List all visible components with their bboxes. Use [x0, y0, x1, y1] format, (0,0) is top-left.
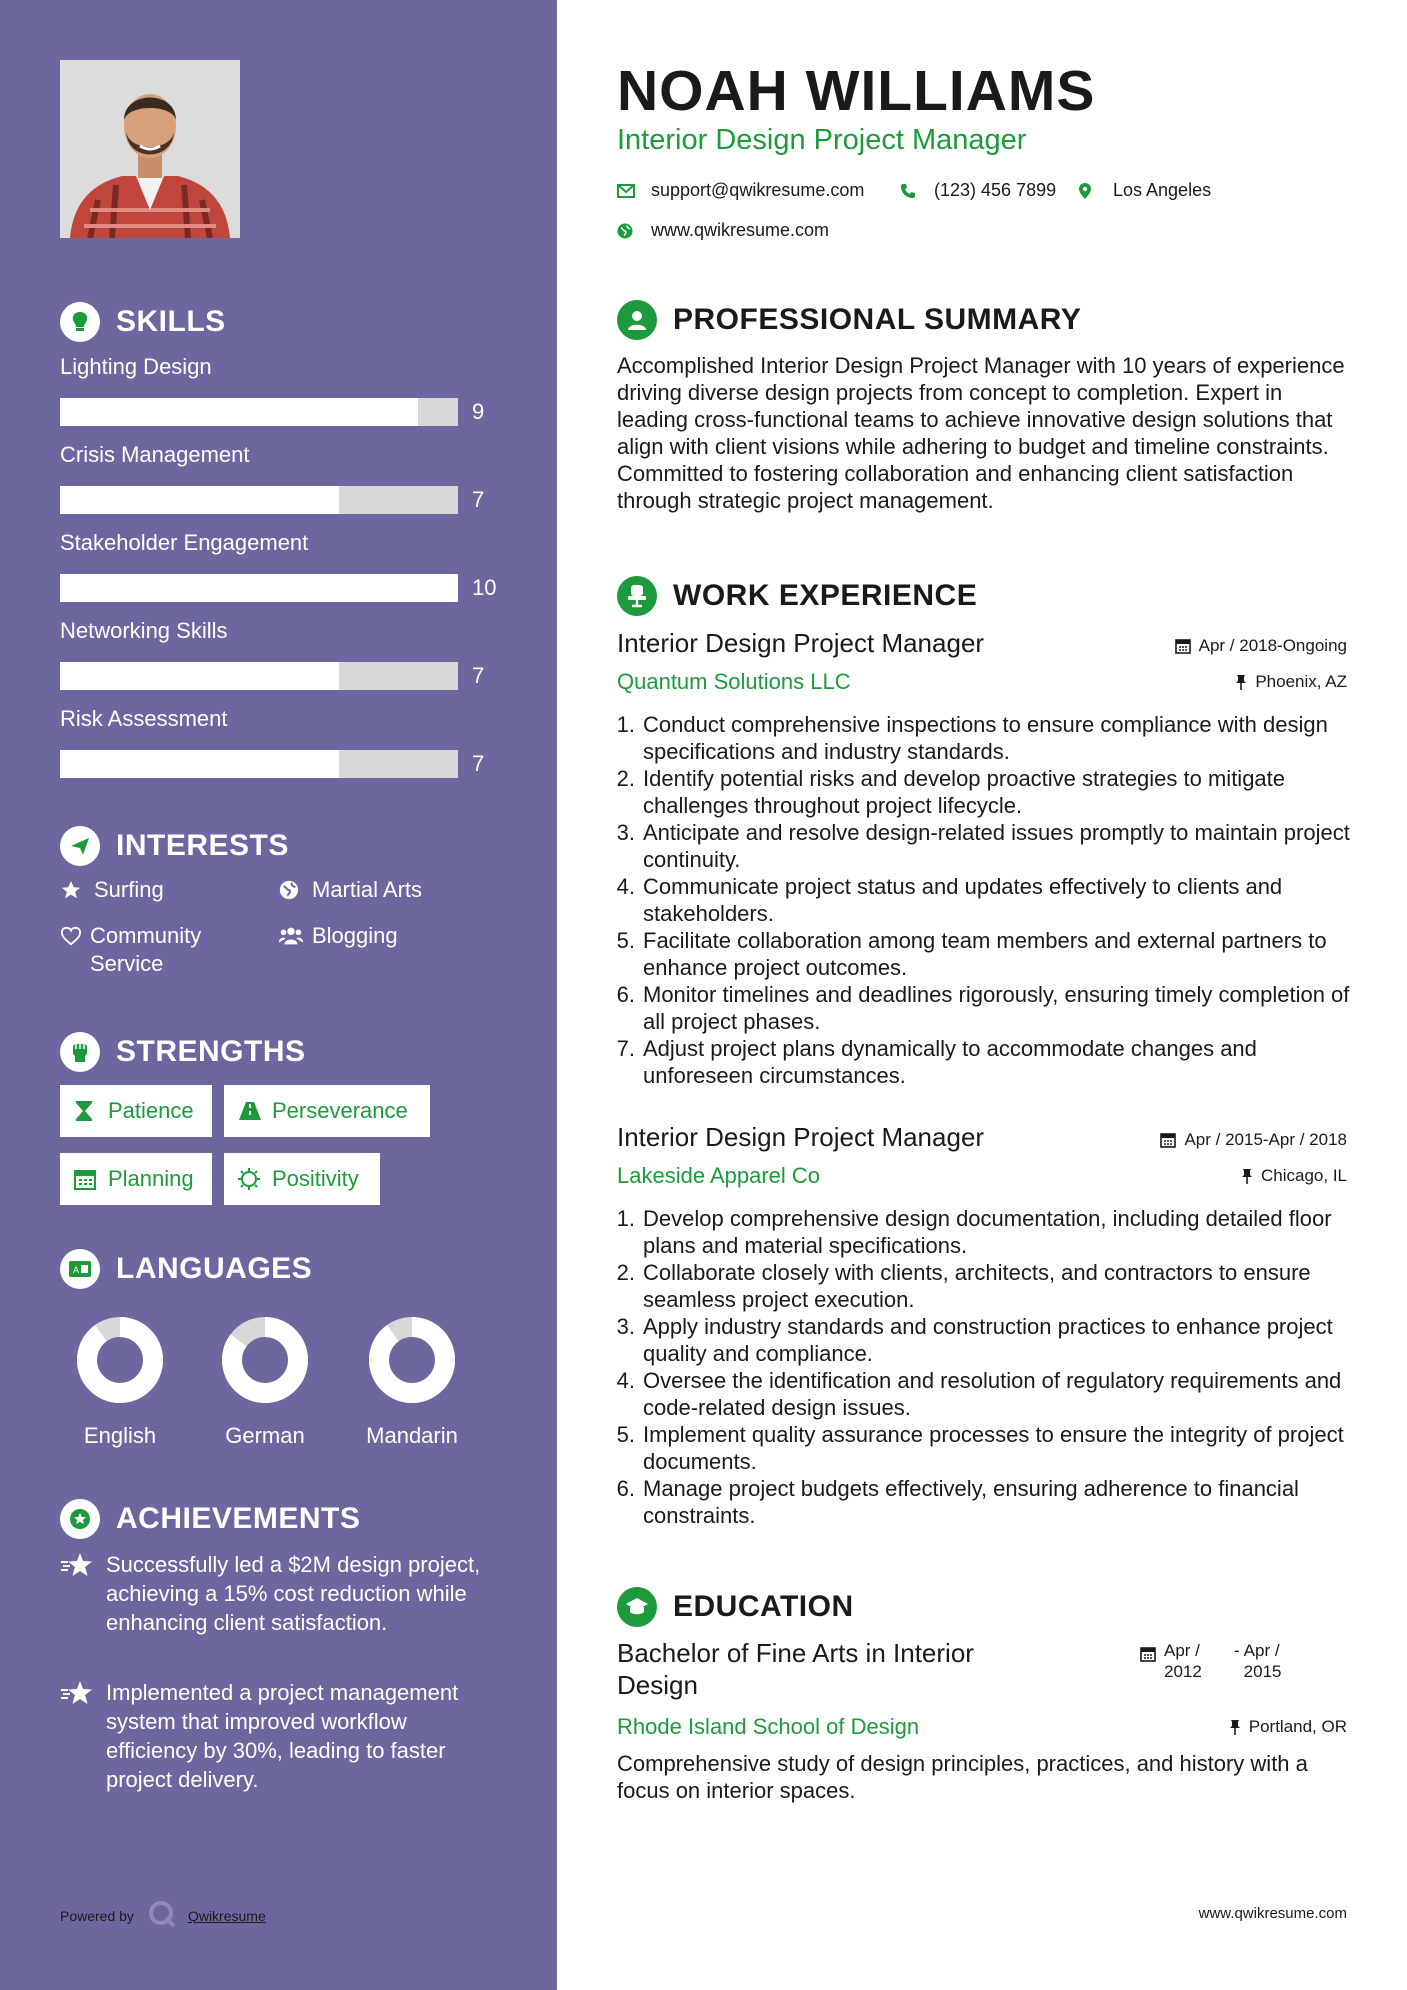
skill-name: Crisis Management: [60, 442, 250, 467]
language-item: [205, 1316, 325, 1449]
language-donut: [221, 1316, 309, 1404]
degree-title: Bachelor of Fine Arts in Interior Design: [617, 1638, 974, 1700]
office-chair-icon: [617, 576, 657, 616]
list-item-text: Facilitate collaboration among team members and external partners to enhance project outcomes.: [643, 928, 1327, 980]
education-description: Comprehensive study of design principles, practices, and history with a focus on interior spaces.: [617, 1751, 1308, 1803]
sidebar: [0, 0, 557, 1990]
skill-name: Lighting Design: [60, 354, 212, 379]
list-item: 4. Communicate project status and updates effectively to clients and stakeholders.: [609, 873, 1369, 927]
list-item: 6. Manage project budgets effectively, ensuring adherence to financial constraints.: [609, 1475, 1369, 1529]
calendar-icon: [1140, 1640, 1156, 1667]
job-title: Interior Design Project Manager: [617, 628, 985, 658]
qwikresume-logo-icon: [148, 1900, 176, 1931]
language-item: [352, 1316, 472, 1449]
skill-name: Risk Assessment: [60, 706, 228, 731]
interest-item: [278, 876, 422, 904]
heart-outline-icon: [60, 922, 82, 950]
skill-value: 7: [472, 751, 485, 776]
website-text[interactable]: www.qwikresume.com: [651, 220, 830, 240]
languages-title: LANGUAGES: [116, 1252, 313, 1285]
fist-icon: [60, 1032, 100, 1072]
skills-heading: [60, 302, 226, 342]
user-icon: [617, 300, 657, 340]
strength-badge: [224, 1085, 430, 1137]
pin-icon: [1241, 1168, 1253, 1184]
main-content: [557, 0, 1407, 1990]
school-name: Rhode Island School of Design: [617, 1714, 920, 1739]
language-item: [60, 1316, 180, 1449]
language-label: German: [225, 1423, 305, 1448]
language-label: English: [83, 1423, 157, 1448]
list-item-text: Implement quality assurance processes to ensure the integrity of project documents.: [643, 1422, 1344, 1474]
strength-badge: [224, 1153, 380, 1205]
job-dates-text: Apr / 2015-Apr / 2018: [1184, 1130, 1347, 1149]
job-dates: [1160, 1130, 1347, 1150]
list-item-text: Monitor timelines and deadlines rigorously, ensuring timely completion of all project phases.: [643, 982, 1350, 1034]
skill-name: Networking Skills: [60, 618, 228, 643]
achievement-text: Implemented a project management system that improved workflow efficiency by 30%, leading to faster project delivery.: [106, 1680, 459, 1792]
list-item-text: Identify potential risks and develop proactive strategies to mitigate challenges throughout project lifecycle.: [643, 766, 1286, 818]
powered-by: [60, 1900, 266, 1931]
skill-value: 10: [472, 575, 497, 600]
skill-item: [60, 616, 500, 688]
skill-bar: [60, 398, 458, 426]
strength-label: Positivity: [272, 1166, 359, 1191]
skill-item: [60, 704, 500, 776]
company-name: Quantum Solutions LLC: [617, 669, 851, 694]
strength-badge: [60, 1153, 212, 1205]
skill-bar: [60, 486, 458, 514]
powered-by-label: Powered by: [60, 1907, 134, 1924]
job-location-text: Chicago, IL: [1261, 1166, 1347, 1185]
list-item: 2. Identify potential risks and develop proactive strategies to mitigate challenges throughout project lifecycle.: [609, 765, 1369, 819]
hourglass-icon: [74, 1098, 100, 1124]
envelope-icon: [617, 184, 639, 198]
skill-bar-fill: [60, 486, 339, 514]
brand-link[interactable]: Qwikresume: [187, 1907, 266, 1924]
skill-bar-fill: [60, 662, 339, 690]
interest-label: Martial Arts: [312, 877, 423, 902]
experience-title: WORK EXPERIENCE: [673, 579, 978, 612]
calendar-icon: [1160, 1132, 1176, 1148]
job-location: [1235, 672, 1347, 692]
contact-email: [617, 180, 864, 201]
achievement-text: Successfully led a $2M design project, achieving a 15% cost reduction while enhancing client satisfaction.: [106, 1552, 481, 1635]
pin-icon: [1229, 1719, 1241, 1735]
skill-name: Stakeholder Engagement: [60, 530, 309, 555]
skill-bar: [60, 750, 458, 778]
achievement-item: [60, 1550, 500, 1637]
skill-item: [60, 528, 500, 600]
language-donut: [76, 1316, 164, 1404]
list-item: 3. Anticipate and resolve design-related issues promptly to maintain project continuity.: [609, 819, 1369, 873]
list-item: 2. Collaborate closely with clients, architects, and contractors to ensure seamless project execution.: [609, 1259, 1369, 1313]
award-star-icon: [60, 1499, 100, 1539]
achievements-title: ACHIEVEMENTS: [116, 1502, 361, 1535]
job-dates: [1175, 636, 1347, 656]
sun-icon: [238, 1166, 264, 1192]
job-responsibilities: [609, 1205, 1369, 1529]
achievement-item: [60, 1678, 500, 1794]
strength-label: Perseverance: [272, 1098, 408, 1123]
contact-location: [1079, 180, 1211, 201]
languages-heading: [60, 1249, 312, 1289]
star-icon: [60, 876, 86, 904]
globe-icon: [617, 223, 639, 239]
education-start: Apr / 2012: [1164, 1641, 1202, 1681]
list-item-text: Collaborate closely with clients, architects, and contractors to ensure seamless project execution.: [643, 1260, 1311, 1312]
list-item-text: Conduct comprehensive inspections to ensure compliance with design specifications and industry standards.: [643, 712, 1328, 764]
summary-text: Accomplished Interior Design Project Manager with 10 years of experience driving diverse design projects from concept to completion. Expert in leading cross-functional teams to achieve innovative design solutions that align with client visions while adhering to budget and timeline constraints. Committed to fostering collaboration and enhancing client satisfaction through strategic project management.: [617, 353, 1345, 513]
location-text: Los Angeles: [1113, 180, 1212, 200]
skill-item: [60, 440, 500, 512]
list-item: 7. Adjust project plans dynamically to accommodate changes and unforeseen circumstances.: [609, 1035, 1369, 1089]
users-icon: [278, 922, 304, 950]
list-item-text: Anticipate and resolve design-related issues promptly to maintain project continuity.: [643, 820, 1350, 872]
globe-icon: [278, 876, 304, 904]
list-item-text: Manage project budgets effectively, ensuring adherence to financial constraints.: [643, 1476, 1299, 1528]
education-dates: [1140, 1640, 1294, 1682]
skill-item: [60, 352, 500, 424]
lightbulb-icon: [60, 302, 100, 342]
list-item: 6. Monitor timelines and deadlines rigorously, ensuring timely completion of all project phases.: [609, 981, 1369, 1035]
education-heading: [617, 1587, 854, 1627]
list-item: 5. Implement quality assurance processes to ensure the integrity of project documents.: [609, 1421, 1369, 1475]
profile-photo: [60, 60, 240, 238]
skill-bar: [60, 662, 458, 690]
trophy-star-icon: [60, 1550, 96, 1583]
job-dates-text: Apr / 2018-Ongoing: [1198, 636, 1347, 655]
interests-heading: [60, 826, 289, 866]
job-title: Interior Design Project Manager: [617, 1122, 985, 1152]
strength-label: Patience: [108, 1098, 194, 1123]
interest-item: [60, 922, 250, 978]
job-location: [1241, 1166, 1347, 1186]
achievements-heading: [60, 1499, 360, 1539]
list-item: 4. Oversee the identification and resolution of regulatory requirements and code-related design issues.: [609, 1367, 1369, 1421]
list-item-text: Apply industry standards and construction practices to enhance project quality and compliance.: [643, 1314, 1333, 1366]
date-separator: -: [1234, 1641, 1240, 1660]
skill-bar-fill: [60, 574, 458, 602]
map-marker-icon: [1079, 183, 1101, 199]
candidate-role: Interior Design Project Manager: [617, 124, 1027, 156]
company-name: Lakeside Apparel Co: [617, 1163, 821, 1188]
pin-icon: [1235, 674, 1247, 690]
list-item-text: Communicate project status and updates effectively to clients and stakeholders.: [643, 874, 1283, 926]
email-text[interactable]: support@qwikresume.com: [651, 180, 865, 200]
summary-heading: [617, 300, 1081, 340]
education-location-text: Portland, OR: [1248, 1717, 1347, 1736]
list-item: 1. Conduct comprehensive inspections to ensure compliance with design specifications and industry standards.: [609, 711, 1369, 765]
phone-icon: [900, 183, 922, 199]
skill-bar: [60, 574, 458, 602]
job-responsibilities: [609, 711, 1369, 1089]
skill-bar-fill: [60, 750, 339, 778]
skill-bar-fill: [60, 398, 418, 426]
skills-title: SKILLS: [116, 305, 226, 338]
strengths-heading: [60, 1032, 306, 1072]
candidate-name: NOAH WILLIAMS: [617, 59, 1096, 123]
strength-label: Planning: [108, 1166, 194, 1191]
calendar-icon: [1175, 638, 1191, 654]
trophy-star-icon: [60, 1678, 96, 1711]
language-icon: [60, 1249, 100, 1289]
list-item-text: Oversee the identification and resolution of regulatory requirements and code-related design issues.: [643, 1368, 1342, 1420]
interest-item: [60, 876, 164, 904]
interests-title: INTERESTS: [116, 829, 289, 862]
svg-text:A: A: [73, 1266, 80, 1276]
calendar-icon: [74, 1166, 100, 1192]
summary-title: PROFESSIONAL SUMMARY: [673, 303, 1082, 336]
list-item: 5. Facilitate collaboration among team members and external partners to enhance project outcomes.: [609, 927, 1369, 981]
skill-value: 9: [472, 399, 485, 424]
list-item-text: Develop comprehensive design documentation, including detailed floor plans and material specifications.: [643, 1206, 1332, 1258]
interest-label: Blogging: [312, 923, 398, 948]
skill-value: 7: [472, 487, 485, 512]
contact-phone: [900, 180, 1056, 201]
strengths-title: STRENGTHS: [116, 1035, 306, 1068]
list-item: 3. Apply industry standards and construction practices to enhance project quality and compliance.: [609, 1313, 1369, 1367]
phone-text: (123) 456 7899: [934, 180, 1057, 200]
paper-plane-icon: [60, 826, 100, 866]
interest-item: [278, 922, 398, 950]
contact-website: [617, 220, 829, 241]
strength-badge: [60, 1085, 212, 1137]
experience-heading: [617, 576, 977, 616]
skill-value: 7: [472, 663, 485, 688]
education-title: EDUCATION: [673, 1590, 854, 1623]
interest-label: Surfing: [94, 877, 164, 902]
job-location-text: Phoenix, AZ: [1255, 672, 1347, 691]
list-item: 1. Develop comprehensive design documentation, including detailed floor plans and material specifications.: [609, 1205, 1369, 1259]
education-end: Apr / 2015: [1243, 1641, 1282, 1681]
footer-website[interactable]: www.qwikresume.com: [1198, 1905, 1347, 1922]
education-location: [1229, 1717, 1347, 1737]
road-icon: [238, 1098, 264, 1124]
interest-label: Community Service: [90, 923, 202, 976]
list-item-text: Adjust project plans dynamically to accommodate changes and unforeseen circumstances.: [643, 1036, 1257, 1088]
language-donut: [368, 1316, 456, 1404]
graduation-icon: [617, 1587, 657, 1627]
language-label: Mandarin: [366, 1423, 458, 1448]
